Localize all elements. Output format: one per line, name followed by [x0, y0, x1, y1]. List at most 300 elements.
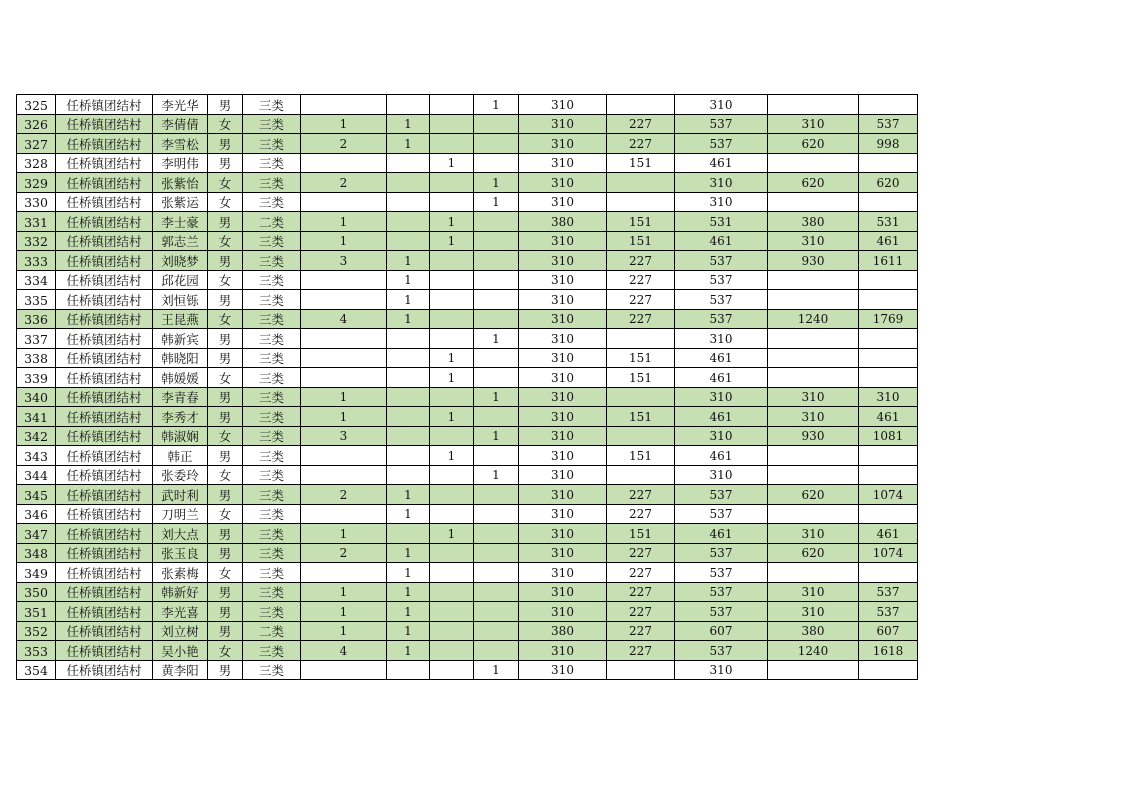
count-a-cell[interactable] — [301, 95, 387, 115]
total-cell[interactable] — [859, 270, 918, 290]
count-a-cell[interactable] — [301, 192, 387, 212]
row-number-cell[interactable]: 349 — [17, 563, 56, 583]
subtotal-cell[interactable]: 310 — [675, 192, 768, 212]
subtotal-cell[interactable]: 531 — [675, 212, 768, 232]
category-cell[interactable]: 三类 — [243, 407, 301, 427]
count-a-cell[interactable]: 1 — [301, 407, 387, 427]
amount-a-cell[interactable]: 310 — [519, 582, 607, 602]
count-d-cell[interactable] — [474, 563, 519, 583]
amount-c-cell[interactable] — [768, 368, 859, 388]
count-c-cell[interactable] — [430, 95, 474, 115]
count-c-cell[interactable] — [430, 114, 474, 134]
count-d-cell[interactable] — [474, 602, 519, 622]
amount-b-cell[interactable]: 227 — [607, 543, 675, 563]
category-cell[interactable]: 二类 — [243, 212, 301, 232]
count-b-cell[interactable]: 1 — [387, 134, 430, 154]
count-c-cell[interactable] — [430, 251, 474, 271]
amount-c-cell[interactable]: 310 — [768, 407, 859, 427]
village-cell[interactable]: 任桥镇团结村 — [56, 212, 153, 232]
count-c-cell[interactable]: 1 — [430, 153, 474, 173]
subtotal-cell[interactable]: 537 — [675, 563, 768, 583]
amount-c-cell[interactable]: 930 — [768, 251, 859, 271]
gender-cell[interactable]: 男 — [208, 387, 243, 407]
amount-c-cell[interactable]: 310 — [768, 387, 859, 407]
subtotal-cell[interactable]: 537 — [675, 602, 768, 622]
category-cell[interactable]: 三类 — [243, 95, 301, 115]
subtotal-cell[interactable]: 310 — [675, 465, 768, 485]
amount-c-cell[interactable] — [768, 504, 859, 524]
village-cell[interactable]: 任桥镇团结村 — [56, 329, 153, 349]
count-b-cell[interactable]: 1 — [387, 270, 430, 290]
amount-c-cell[interactable]: 310 — [768, 231, 859, 251]
name-cell[interactable]: 李青春 — [153, 387, 208, 407]
count-a-cell[interactable]: 1 — [301, 387, 387, 407]
village-cell[interactable]: 任桥镇团结村 — [56, 114, 153, 134]
total-cell[interactable]: 461 — [859, 231, 918, 251]
village-cell[interactable]: 任桥镇团结村 — [56, 524, 153, 544]
name-cell[interactable]: 张素梅 — [153, 563, 208, 583]
name-cell[interactable]: 刘晓梦 — [153, 251, 208, 271]
row-number-cell[interactable]: 353 — [17, 641, 56, 661]
total-cell[interactable]: 998 — [859, 134, 918, 154]
village-cell[interactable]: 任桥镇团结村 — [56, 192, 153, 212]
category-cell[interactable]: 三类 — [243, 348, 301, 368]
count-a-cell[interactable]: 3 — [301, 426, 387, 446]
row-number-cell[interactable]: 351 — [17, 602, 56, 622]
gender-cell[interactable]: 女 — [208, 563, 243, 583]
amount-b-cell[interactable]: 227 — [607, 602, 675, 622]
category-cell[interactable]: 三类 — [243, 641, 301, 661]
amount-a-cell[interactable]: 310 — [519, 660, 607, 680]
subtotal-cell[interactable]: 537 — [675, 290, 768, 310]
name-cell[interactable]: 李士豪 — [153, 212, 208, 232]
row-number-cell[interactable]: 350 — [17, 582, 56, 602]
gender-cell[interactable]: 男 — [208, 621, 243, 641]
gender-cell[interactable]: 男 — [208, 153, 243, 173]
gender-cell[interactable]: 女 — [208, 192, 243, 212]
name-cell[interactable]: 李光喜 — [153, 602, 208, 622]
village-cell[interactable]: 任桥镇团结村 — [56, 465, 153, 485]
amount-a-cell[interactable]: 310 — [519, 465, 607, 485]
count-b-cell[interactable] — [387, 387, 430, 407]
count-d-cell[interactable] — [474, 231, 519, 251]
village-cell[interactable]: 任桥镇团结村 — [56, 426, 153, 446]
amount-a-cell[interactable]: 310 — [519, 173, 607, 193]
count-a-cell[interactable] — [301, 660, 387, 680]
amount-c-cell[interactable]: 310 — [768, 602, 859, 622]
category-cell[interactable]: 三类 — [243, 387, 301, 407]
name-cell[interactable]: 张委玲 — [153, 465, 208, 485]
count-b-cell[interactable] — [387, 465, 430, 485]
row-number-cell[interactable]: 338 — [17, 348, 56, 368]
amount-a-cell[interactable]: 310 — [519, 387, 607, 407]
count-a-cell[interactable]: 4 — [301, 309, 387, 329]
count-b-cell[interactable]: 1 — [387, 114, 430, 134]
row-number-cell[interactable]: 346 — [17, 504, 56, 524]
amount-a-cell[interactable]: 310 — [519, 426, 607, 446]
amount-a-cell[interactable]: 310 — [519, 270, 607, 290]
total-cell[interactable]: 537 — [859, 602, 918, 622]
amount-c-cell[interactable]: 380 — [768, 212, 859, 232]
gender-cell[interactable]: 女 — [208, 465, 243, 485]
amount-b-cell[interactable]: 151 — [607, 368, 675, 388]
name-cell[interactable]: 韩新好 — [153, 582, 208, 602]
count-a-cell[interactable]: 1 — [301, 231, 387, 251]
count-c-cell[interactable] — [430, 426, 474, 446]
count-d-cell[interactable] — [474, 348, 519, 368]
name-cell[interactable]: 李雪松 — [153, 134, 208, 154]
name-cell[interactable]: 韩正 — [153, 446, 208, 466]
amount-c-cell[interactable] — [768, 329, 859, 349]
row-number-cell[interactable]: 337 — [17, 329, 56, 349]
row-number-cell[interactable]: 336 — [17, 309, 56, 329]
category-cell[interactable]: 三类 — [243, 524, 301, 544]
category-cell[interactable]: 三类 — [243, 290, 301, 310]
total-cell[interactable]: 607 — [859, 621, 918, 641]
amount-c-cell[interactable]: 310 — [768, 114, 859, 134]
amount-a-cell[interactable]: 310 — [519, 329, 607, 349]
amount-c-cell[interactable]: 1240 — [768, 309, 859, 329]
count-c-cell[interactable] — [430, 543, 474, 563]
gender-cell[interactable]: 女 — [208, 114, 243, 134]
count-b-cell[interactable]: 1 — [387, 251, 430, 271]
count-a-cell[interactable]: 2 — [301, 134, 387, 154]
count-d-cell[interactable] — [474, 582, 519, 602]
amount-c-cell[interactable] — [768, 290, 859, 310]
subtotal-cell[interactable]: 537 — [675, 270, 768, 290]
gender-cell[interactable]: 女 — [208, 309, 243, 329]
amount-b-cell[interactable] — [607, 95, 675, 115]
village-cell[interactable]: 任桥镇团结村 — [56, 602, 153, 622]
village-cell[interactable]: 任桥镇团结村 — [56, 251, 153, 271]
total-cell[interactable] — [859, 329, 918, 349]
total-cell[interactable]: 310 — [859, 387, 918, 407]
count-b-cell[interactable]: 1 — [387, 563, 430, 583]
count-c-cell[interactable] — [430, 134, 474, 154]
name-cell[interactable]: 李光华 — [153, 95, 208, 115]
amount-b-cell[interactable]: 227 — [607, 504, 675, 524]
count-a-cell[interactable] — [301, 290, 387, 310]
category-cell[interactable]: 三类 — [243, 446, 301, 466]
subtotal-cell[interactable]: 461 — [675, 368, 768, 388]
count-a-cell[interactable] — [301, 270, 387, 290]
category-cell[interactable]: 二类 — [243, 621, 301, 641]
row-number-cell[interactable]: 331 — [17, 212, 56, 232]
village-cell[interactable]: 任桥镇团结村 — [56, 309, 153, 329]
amount-a-cell[interactable]: 310 — [519, 446, 607, 466]
amount-a-cell[interactable]: 310 — [519, 524, 607, 544]
amount-a-cell[interactable]: 310 — [519, 641, 607, 661]
subtotal-cell[interactable]: 461 — [675, 348, 768, 368]
count-b-cell[interactable] — [387, 660, 430, 680]
category-cell[interactable]: 三类 — [243, 660, 301, 680]
count-b-cell[interactable] — [387, 329, 430, 349]
gender-cell[interactable]: 男 — [208, 524, 243, 544]
amount-b-cell[interactable]: 151 — [607, 212, 675, 232]
village-cell[interactable]: 任桥镇团结村 — [56, 348, 153, 368]
amount-c-cell[interactable]: 620 — [768, 543, 859, 563]
amount-c-cell[interactable] — [768, 270, 859, 290]
count-c-cell[interactable] — [430, 270, 474, 290]
count-b-cell[interactable]: 1 — [387, 485, 430, 505]
amount-b-cell[interactable]: 227 — [607, 309, 675, 329]
total-cell[interactable]: 537 — [859, 114, 918, 134]
village-cell[interactable]: 任桥镇团结村 — [56, 270, 153, 290]
gender-cell[interactable]: 女 — [208, 173, 243, 193]
row-number-cell[interactable]: 341 — [17, 407, 56, 427]
row-number-cell[interactable]: 339 — [17, 368, 56, 388]
gender-cell[interactable]: 男 — [208, 446, 243, 466]
village-cell[interactable]: 任桥镇团结村 — [56, 504, 153, 524]
name-cell[interactable]: 邱花园 — [153, 270, 208, 290]
gender-cell[interactable]: 男 — [208, 582, 243, 602]
total-cell[interactable] — [859, 192, 918, 212]
name-cell[interactable]: 刘恒铄 — [153, 290, 208, 310]
row-number-cell[interactable]: 347 — [17, 524, 56, 544]
amount-a-cell[interactable]: 310 — [519, 290, 607, 310]
amount-b-cell[interactable] — [607, 660, 675, 680]
count-d-cell[interactable]: 1 — [474, 387, 519, 407]
subtotal-cell[interactable]: 310 — [675, 173, 768, 193]
amount-a-cell[interactable]: 310 — [519, 407, 607, 427]
row-number-cell[interactable]: 348 — [17, 543, 56, 563]
subtotal-cell[interactable]: 537 — [675, 641, 768, 661]
row-number-cell[interactable]: 332 — [17, 231, 56, 251]
name-cell[interactable]: 李倩倩 — [153, 114, 208, 134]
count-a-cell[interactable] — [301, 504, 387, 524]
name-cell[interactable]: 张紫怡 — [153, 173, 208, 193]
count-c-cell[interactable] — [430, 465, 474, 485]
count-b-cell[interactable]: 1 — [387, 602, 430, 622]
count-c-cell[interactable] — [430, 504, 474, 524]
subtotal-cell[interactable]: 461 — [675, 407, 768, 427]
name-cell[interactable]: 韩晓阳 — [153, 348, 208, 368]
gender-cell[interactable]: 男 — [208, 95, 243, 115]
gender-cell[interactable]: 男 — [208, 407, 243, 427]
village-cell[interactable]: 任桥镇团结村 — [56, 290, 153, 310]
row-number-cell[interactable]: 334 — [17, 270, 56, 290]
amount-a-cell[interactable]: 310 — [519, 192, 607, 212]
category-cell[interactable]: 三类 — [243, 114, 301, 134]
row-number-cell[interactable]: 342 — [17, 426, 56, 446]
row-number-cell[interactable]: 340 — [17, 387, 56, 407]
count-d-cell[interactable] — [474, 524, 519, 544]
count-d-cell[interactable] — [474, 485, 519, 505]
amount-a-cell[interactable]: 310 — [519, 134, 607, 154]
village-cell[interactable]: 任桥镇团结村 — [56, 231, 153, 251]
count-d-cell[interactable]: 1 — [474, 329, 519, 349]
subtotal-cell[interactable]: 310 — [675, 95, 768, 115]
gender-cell[interactable]: 女 — [208, 504, 243, 524]
name-cell[interactable]: 张玉良 — [153, 543, 208, 563]
amount-c-cell[interactable]: 620 — [768, 134, 859, 154]
count-c-cell[interactable] — [430, 621, 474, 641]
amount-b-cell[interactable]: 227 — [607, 563, 675, 583]
amount-c-cell[interactable]: 310 — [768, 582, 859, 602]
village-cell[interactable]: 任桥镇团结村 — [56, 134, 153, 154]
amount-a-cell[interactable]: 310 — [519, 602, 607, 622]
count-b-cell[interactable]: 1 — [387, 309, 430, 329]
total-cell[interactable]: 531 — [859, 212, 918, 232]
total-cell[interactable]: 1769 — [859, 309, 918, 329]
count-a-cell[interactable] — [301, 563, 387, 583]
row-number-cell[interactable]: 343 — [17, 446, 56, 466]
count-a-cell[interactable]: 1 — [301, 114, 387, 134]
count-d-cell[interactable] — [474, 641, 519, 661]
amount-a-cell[interactable]: 310 — [519, 251, 607, 271]
row-number-cell[interactable]: 333 — [17, 251, 56, 271]
total-cell[interactable]: 620 — [859, 173, 918, 193]
amount-a-cell[interactable]: 310 — [519, 504, 607, 524]
amount-c-cell[interactable]: 1240 — [768, 641, 859, 661]
count-b-cell[interactable]: 1 — [387, 582, 430, 602]
name-cell[interactable]: 李明伟 — [153, 153, 208, 173]
amount-a-cell[interactable]: 310 — [519, 348, 607, 368]
count-b-cell[interactable] — [387, 524, 430, 544]
category-cell[interactable]: 三类 — [243, 231, 301, 251]
total-cell[interactable] — [859, 563, 918, 583]
village-cell[interactable]: 任桥镇团结村 — [56, 446, 153, 466]
count-c-cell[interactable]: 1 — [430, 524, 474, 544]
count-d-cell[interactable] — [474, 621, 519, 641]
count-c-cell[interactable] — [430, 329, 474, 349]
row-number-cell[interactable]: 329 — [17, 173, 56, 193]
total-cell[interactable] — [859, 660, 918, 680]
count-b-cell[interactable] — [387, 426, 430, 446]
name-cell[interactable]: 张紫运 — [153, 192, 208, 212]
amount-b-cell[interactable]: 227 — [607, 270, 675, 290]
category-cell[interactable]: 三类 — [243, 251, 301, 271]
count-b-cell[interactable] — [387, 407, 430, 427]
amount-a-cell[interactable]: 310 — [519, 563, 607, 583]
amount-c-cell[interactable]: 930 — [768, 426, 859, 446]
count-c-cell[interactable] — [430, 641, 474, 661]
amount-c-cell[interactable] — [768, 348, 859, 368]
gender-cell[interactable]: 男 — [208, 290, 243, 310]
gender-cell[interactable]: 男 — [208, 485, 243, 505]
name-cell[interactable]: 韩新宾 — [153, 329, 208, 349]
category-cell[interactable]: 三类 — [243, 192, 301, 212]
amount-b-cell[interactable]: 151 — [607, 153, 675, 173]
count-d-cell[interactable] — [474, 270, 519, 290]
row-number-cell[interactable]: 328 — [17, 153, 56, 173]
count-a-cell[interactable]: 2 — [301, 173, 387, 193]
gender-cell[interactable]: 男 — [208, 660, 243, 680]
village-cell[interactable]: 任桥镇团结村 — [56, 485, 153, 505]
subtotal-cell[interactable]: 310 — [675, 426, 768, 446]
count-d-cell[interactable] — [474, 368, 519, 388]
amount-c-cell[interactable]: 620 — [768, 485, 859, 505]
amount-a-cell[interactable]: 310 — [519, 231, 607, 251]
amount-b-cell[interactable]: 227 — [607, 134, 675, 154]
count-b-cell[interactable]: 1 — [387, 543, 430, 563]
name-cell[interactable]: 韩淑娴 — [153, 426, 208, 446]
amount-b-cell[interactable]: 227 — [607, 641, 675, 661]
count-d-cell[interactable]: 1 — [474, 95, 519, 115]
gender-cell[interactable]: 男 — [208, 329, 243, 349]
category-cell[interactable]: 三类 — [243, 582, 301, 602]
amount-b-cell[interactable]: 227 — [607, 582, 675, 602]
village-cell[interactable]: 任桥镇团结村 — [56, 543, 153, 563]
category-cell[interactable]: 三类 — [243, 329, 301, 349]
amount-b-cell[interactable] — [607, 173, 675, 193]
name-cell[interactable]: 郭志兰 — [153, 231, 208, 251]
subtotal-cell[interactable]: 461 — [675, 153, 768, 173]
gender-cell[interactable]: 男 — [208, 348, 243, 368]
village-cell[interactable]: 任桥镇团结村 — [56, 153, 153, 173]
amount-c-cell[interactable] — [768, 153, 859, 173]
category-cell[interactable]: 三类 — [243, 485, 301, 505]
count-d-cell[interactable]: 1 — [474, 173, 519, 193]
village-cell[interactable]: 任桥镇团结村 — [56, 368, 153, 388]
total-cell[interactable]: 1611 — [859, 251, 918, 271]
count-b-cell[interactable]: 1 — [387, 641, 430, 661]
amount-b-cell[interactable]: 227 — [607, 114, 675, 134]
count-d-cell[interactable] — [474, 407, 519, 427]
amount-b-cell[interactable]: 151 — [607, 446, 675, 466]
total-cell[interactable]: 1618 — [859, 641, 918, 661]
count-d-cell[interactable]: 1 — [474, 426, 519, 446]
amount-a-cell[interactable]: 310 — [519, 309, 607, 329]
village-cell[interactable]: 任桥镇团结村 — [56, 660, 153, 680]
name-cell[interactable]: 刀明兰 — [153, 504, 208, 524]
category-cell[interactable]: 三类 — [243, 368, 301, 388]
category-cell[interactable]: 三类 — [243, 153, 301, 173]
amount-b-cell[interactable]: 151 — [607, 524, 675, 544]
gender-cell[interactable]: 男 — [208, 602, 243, 622]
amount-b-cell[interactable]: 151 — [607, 231, 675, 251]
name-cell[interactable]: 黄李阳 — [153, 660, 208, 680]
count-a-cell[interactable] — [301, 153, 387, 173]
count-c-cell[interactable] — [430, 582, 474, 602]
amount-b-cell[interactable]: 151 — [607, 407, 675, 427]
total-cell[interactable] — [859, 504, 918, 524]
subtotal-cell[interactable]: 537 — [675, 309, 768, 329]
row-number-cell[interactable]: 326 — [17, 114, 56, 134]
row-number-cell[interactable]: 327 — [17, 134, 56, 154]
amount-c-cell[interactable] — [768, 660, 859, 680]
village-cell[interactable]: 任桥镇团结村 — [56, 387, 153, 407]
count-a-cell[interactable] — [301, 348, 387, 368]
amount-c-cell[interactable]: 380 — [768, 621, 859, 641]
count-a-cell[interactable]: 2 — [301, 485, 387, 505]
count-c-cell[interactable] — [430, 309, 474, 329]
total-cell[interactable] — [859, 153, 918, 173]
village-cell[interactable]: 任桥镇团结村 — [56, 641, 153, 661]
count-d-cell[interactable] — [474, 290, 519, 310]
count-a-cell[interactable]: 1 — [301, 524, 387, 544]
category-cell[interactable]: 三类 — [243, 602, 301, 622]
amount-a-cell[interactable]: 310 — [519, 485, 607, 505]
count-b-cell[interactable] — [387, 212, 430, 232]
count-c-cell[interactable]: 1 — [430, 231, 474, 251]
count-d-cell[interactable] — [474, 251, 519, 271]
gender-cell[interactable]: 男 — [208, 543, 243, 563]
amount-b-cell[interactable] — [607, 192, 675, 212]
village-cell[interactable]: 任桥镇团结村 — [56, 407, 153, 427]
amount-c-cell[interactable]: 310 — [768, 524, 859, 544]
category-cell[interactable]: 三类 — [243, 465, 301, 485]
count-c-cell[interactable] — [430, 173, 474, 193]
count-a-cell[interactable]: 4 — [301, 641, 387, 661]
total-cell[interactable]: 1074 — [859, 543, 918, 563]
gender-cell[interactable]: 女 — [208, 270, 243, 290]
count-d-cell[interactable] — [474, 212, 519, 232]
amount-b-cell[interactable]: 227 — [607, 251, 675, 271]
count-c-cell[interactable]: 1 — [430, 368, 474, 388]
amount-a-cell[interactable]: 310 — [519, 368, 607, 388]
category-cell[interactable]: 三类 — [243, 504, 301, 524]
